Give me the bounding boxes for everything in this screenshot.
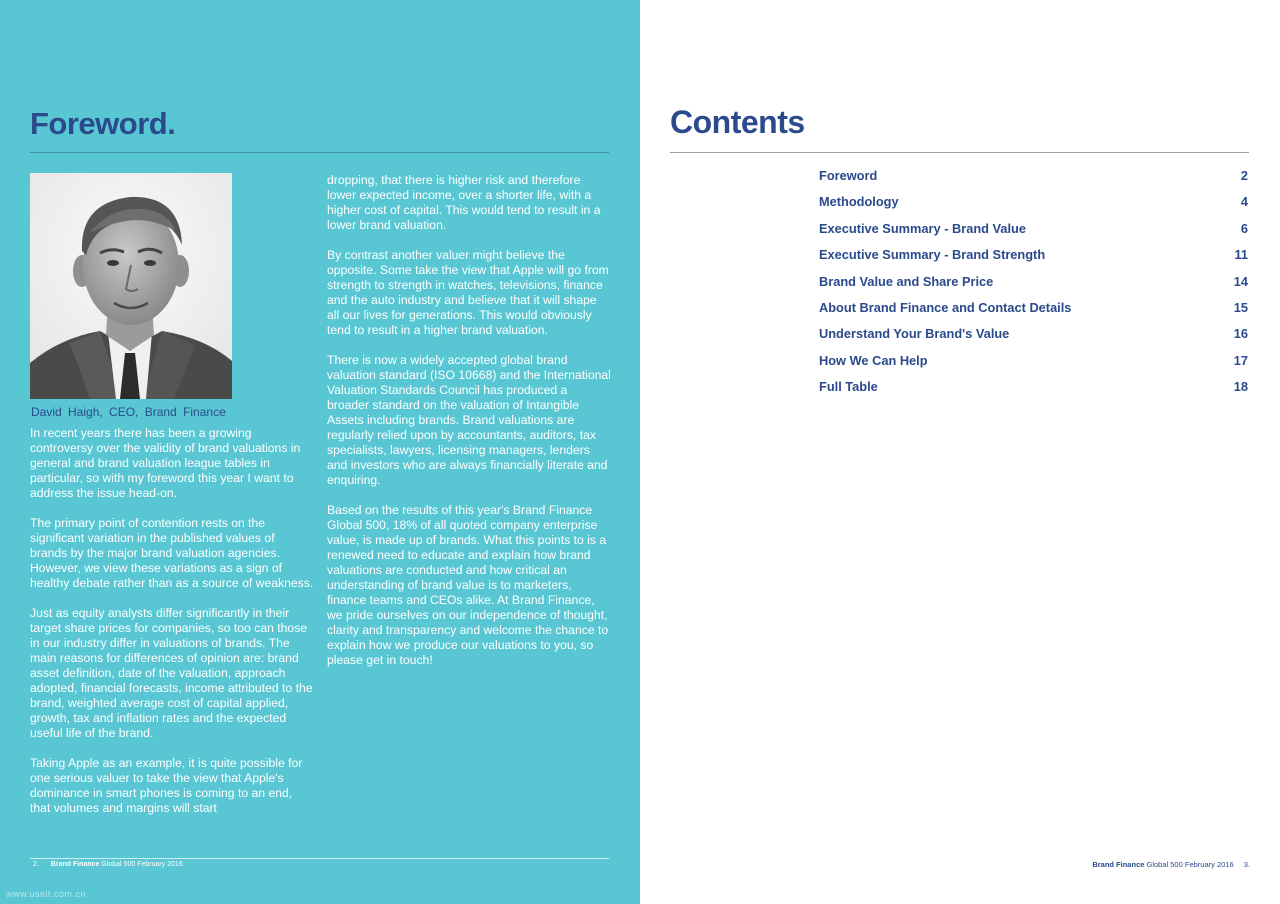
foreword-title: Foreword. [30,106,176,141]
photo-caption: David Haigh, CEO, Brand Finance [31,405,226,419]
toc-item[interactable] [819,247,1248,273]
foreword-column-right [327,173,612,683]
footer-brand: Brand Finance [1092,860,1145,869]
toc-label: Methodology [819,194,899,210]
toc-item[interactable] [819,300,1248,326]
toc-item[interactable] [819,379,1248,405]
toc-page: 18 [1233,379,1248,395]
footer-divider [30,858,609,859]
toc-label: Foreword [819,168,878,183]
toc-label: Full Table [819,379,878,395]
contents-divider [670,152,1249,153]
toc-label: Executive Summary - Brand Strength [819,247,1046,263]
toc-label: Executive Summary - Brand Value [819,220,1026,236]
toc-item[interactable] [819,221,1248,247]
toc-page: 17 [1233,352,1248,368]
footer-brand: Brand Finance [50,861,100,868]
footer-publication: Global 500 February 2016 [1146,860,1234,869]
footer-publication: Global 500 February 2016 [101,861,183,868]
toc-page: 4 [1240,194,1248,210]
paragraph: By contrast another valuer might believe the opposite. Some take the view that Apple will go from strength to strength in watches, televisions, finance and the auto industry and believe that it will shape all our lives for generations. This would obviously tend to result in a higher brand valuation. [327,248,609,337]
paragraph: There is now a widely accepted global brand valuation standard (ISO 10668) and the International Valuation Standards Council has produced a broader standard on the valuation of Intangible Assets including brands. Brand valuations are regularly relied upon by accountants, auditors, tax specialists, lawyers, licensing managers, lenders and investors who are always financially literate and enquiring. [327,353,611,487]
toc-page: 16 [1233,326,1248,342]
contents-title: Contents [670,104,805,140]
paragraph: The primary point of contention rests on the significant variation in the published values of brands by the major brand valuation agencies. However, we view these variations as a sign of healthy debate rather than as a source of weakness. [30,516,314,590]
toc-item[interactable] [819,194,1248,220]
foreword-divider [30,152,609,153]
toc-item[interactable] [819,326,1248,352]
paragraph: Just as equity analysts differ significantly in their target share prices for companies, so too can those in our industry differ in valuations of brands. The main reasons for differences of opinion are: brand asset definition, date of the valuation, approach adopted, financial forecasts, income attributed to the brand, weighted average cost of capital applied, growth, tax and inflation rates and the expected useful life of the brand. [30,606,313,740]
contents-page [640,0,1280,904]
toc-page: 11 [1234,247,1248,263]
page-footer-left [33,861,183,868]
page-number: 2. [33,861,39,868]
toc-label: About Brand Finance and Contact Details [819,299,1072,315]
page-number: 3. [1243,860,1250,869]
page-footer-right [1092,860,1250,869]
toc-item[interactable] [819,353,1248,379]
toc-page: 15 [1233,299,1248,315]
foreword-column-left [30,426,315,831]
paragraph: dropping, that there is higher risk and therefore lower expected income, over a shorter life, with a higher cost of capital. This would tend to result in a lower brand valuation. [327,173,601,232]
watermark: www.useit.com.cn [6,889,87,899]
portrait-photo [30,173,232,399]
toc-item[interactable] [819,274,1248,300]
toc-label: Brand Value and Share Price [819,273,994,289]
toc-label: How We Can Help [819,352,928,368]
toc-page: 6 [1240,220,1248,236]
paragraph: Taking Apple as an example, it is quite possible for one serious valuer to take the view that Apple's dominance in smart phones is coming to an end, that volumes and margins will start [30,756,303,815]
paragraph: Based on the results of this year's Brand Finance Global 500, 18% of all quoted company enterprise value, is made up of brands. What this points to is a renewed need to educate and explain how brand valuations are conducted and how critical an understanding of brand value is to marketers, finance teams and CEOs alike. At Brand Finance, we pride ourselves on our independence of thought, clarity and transparency and welcome the chance to explain how we produce our valuations to you, so please get in touch! [327,503,609,667]
toc-page: 14 [1233,273,1248,289]
toc-item[interactable] [819,168,1248,194]
toc-label: Understand Your Brand's Value [819,326,1010,342]
table-of-contents [819,168,1248,406]
paragraph: In recent years there has been a growing controversy over the validity of brand valuations in general and brand valuation league tables in particular, so with my foreword this year I want to address the issue head-on. [30,426,301,500]
toc-page: 2 [1240,168,1248,183]
